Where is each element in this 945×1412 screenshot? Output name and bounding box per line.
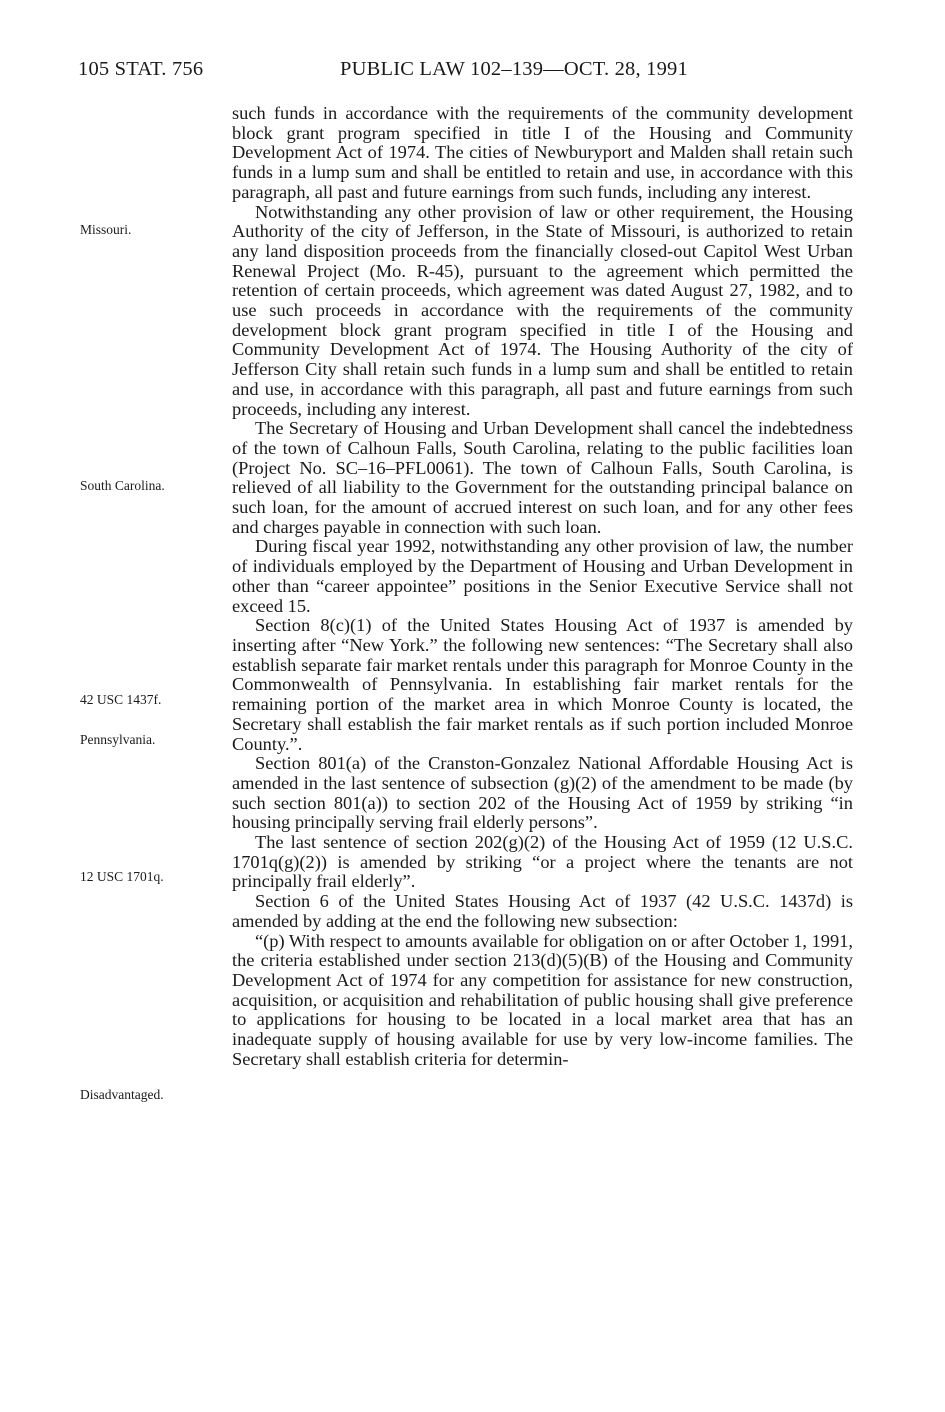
paragraph-calhoun-falls: The Secretary of Housing and Urban Development shall cancel the indebtedness of the town of Calhoun Falls, South Carolina, relating to the public facilities loan (Project No. SC–16–PFL0061). The town of Calhoun Falls, South Carolina, is relieved of all liability to the Government for the outstanding principal balance on such loan, for the amount of accrued interest on such loan, and for any other fees and charges payable in connection with such loan. <box>232 418 853 537</box>
margin-note-disadvantaged: Disadvantaged. <box>80 1087 164 1102</box>
paragraph-senior-executive-service: During fiscal year 1992, notwithstanding any other provision of law, the number of individuals employed by the Department of Housing and Urban Development in other than “career appointee” positions in the Senior Executive Service shall not exceed 15. <box>232 536 853 616</box>
statute-page-number: 105 STAT. 756 <box>78 58 204 80</box>
page-header <box>78 58 858 88</box>
paragraph-housing-act-1959-amendment: The last sentence of section 202(g)(2) of the Housing Act of 1959 (12 U.S.C. 1701q(g)(2)) is amended by striking “or a project where the tenants are not principally frail elderly”. <box>232 832 853 892</box>
margin-note-missouri: Missouri. <box>80 222 132 237</box>
paragraph-cranston-gonzalez-amendment: Section 801(a) of the Cranston-Gonzalez National Affordable Housing Act is amended in the last sentence of subsection (g)(2) of the amendment to be made (by such section 801(a)) to section 202 of the Housing Act of 1959 by striking “in housing principally serving frail elderly persons”. <box>232 753 853 833</box>
margin-note-42-usc-1437f: 42 USC 1437f. <box>80 692 162 707</box>
paragraph-monroe-county-fair-market-rentals: Section 8(c)(1) of the United States Housing Act of 1937 is amended by inserting after “New York.” the following new sentences: “The Secretary shall also establish separate fair market rentals under this paragraph for Monroe County in the Commonwealth of Pennsylvania. In establishing fair market rentals for the remaining portion of the market area in which Monroe County is located, the Secretary shall establish the fair market rentals as if such portion included Monroe County.”. <box>232 615 853 754</box>
margin-note-12-usc-1701q: 12 USC 1701q. <box>80 869 164 884</box>
public-law-running-title: PUBLIC LAW 102–139—OCT. 28, 1991 <box>340 58 688 80</box>
margin-note-south-carolina: South Carolina. <box>80 478 165 493</box>
paragraph-subsection-p: “(p) With respect to amounts available for obligation on or after October 1, 1991, the criteria established under section 213(d)(5)(B) of the Housing and Community Development Act of 1974 for any competition for assistance for new construction, acquisition, or acquisition and rehabilitation of public housing shall give preference to applications for housing to be located in a local market area that has an inadequate supply of housing available for use by very low-income families. The Secretary shall establish criteria for determin- <box>232 930 853 1069</box>
margin-note-pennsylvania: Pennsylvania. <box>80 732 156 747</box>
paragraph-newburyport-malden: such funds in accordance with the requirements of the community development block grant program specified in title I of the Housing and Community Development Act of 1974. The cities of Newburyport and Malden shall retain such funds in a lump sum and shall be entitled to retain and use, in accordance with this paragraph, all past and future earnings from such funds, including any interest. <box>232 103 853 202</box>
paragraph-jefferson-city-missouri: Notwithstanding any other provision of law or other requirement, the Housing Authority of the city of Jefferson, in the State of Missouri, is authorized to retain any land disposition proceeds from the financially closed-out Capitol West Urban Renewal Project (Mo. R-45), pursuant to the agreement which permitted the retention of certain proceeds, which agreement was dated August 27, 1982, and to use such proceeds in accordance with the requirements of the community development block grant program specified in title I of the Housing and Community Development Act of 1974. The Housing Authority of the city of Jefferson City shall retain such funds in a lump sum and shall be entitled to retain and use, in accordance with this paragraph, all past and future earnings from such proceeds, including any interest. <box>232 201 853 419</box>
paragraph-section-6-amendment: Section 6 of the United States Housing Act of 1937 (42 U.S.C. 1437d) is amended by adding at the end the following new subsection: <box>232 891 853 931</box>
body-text <box>232 104 853 1069</box>
